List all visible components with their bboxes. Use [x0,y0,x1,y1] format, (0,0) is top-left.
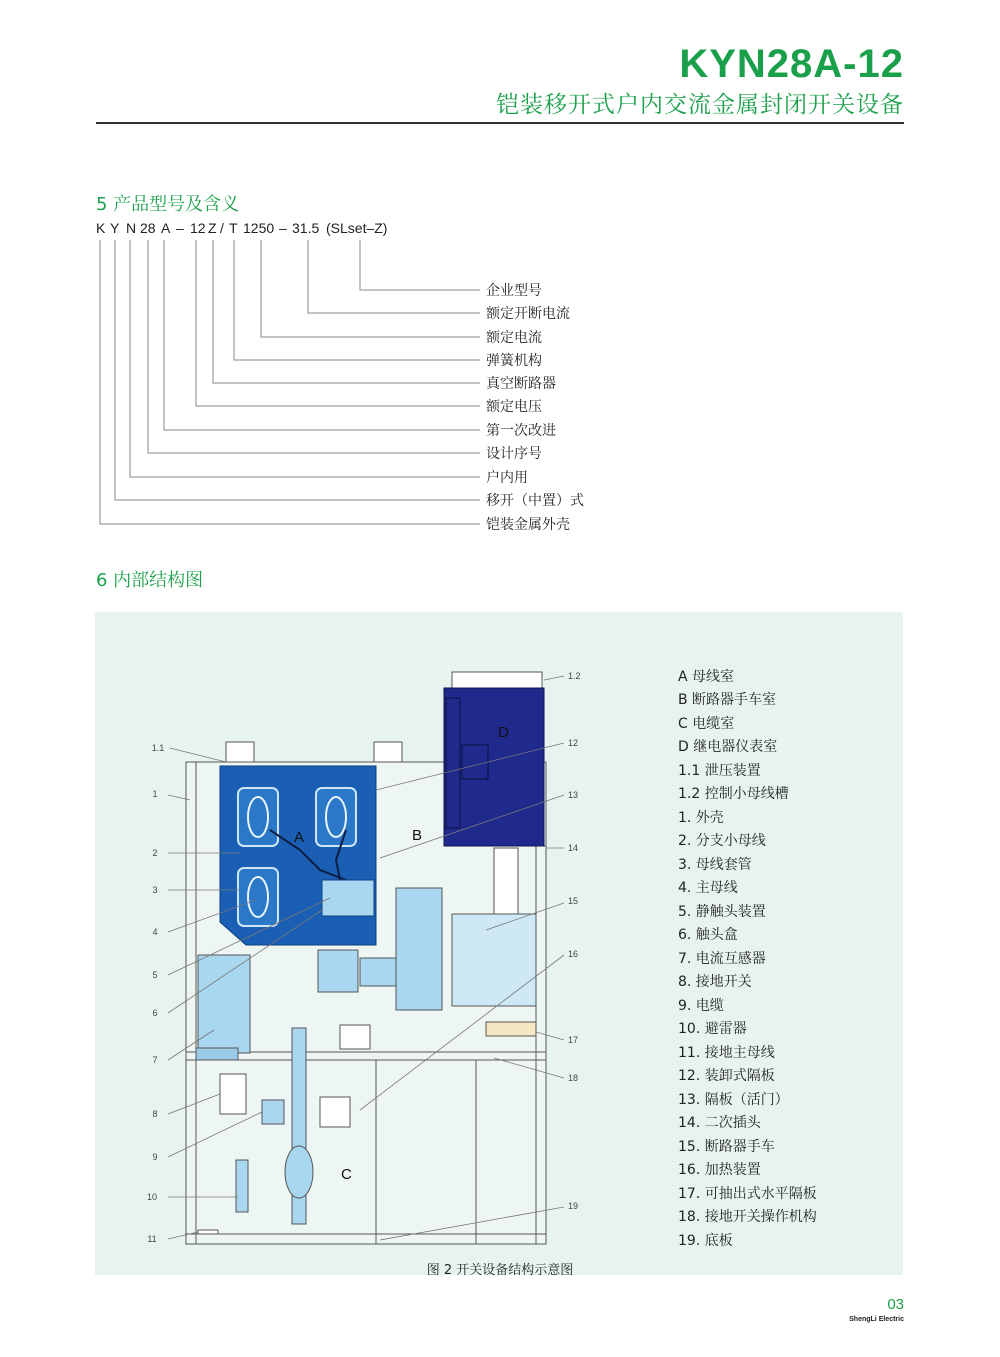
legend-item: 1. 外壳 [678,810,724,826]
callout-label: 5 [152,970,158,980]
meaning-item: 额定开断电流 [486,306,570,322]
diagram-letter-b: B [412,827,423,844]
callout-label: 1.2 [568,671,581,681]
document-subtitle: 铠装移开式户内交流金属封闭开关设备 [496,92,904,118]
model-part: Z [208,220,217,236]
meaning-item: 真空断路器 [486,376,556,392]
legend-item: 6. 触头盒 [678,927,738,943]
legend-item: 1.2 控制小母线槽 [678,786,789,802]
callout-label: 8 [152,1109,158,1119]
callout-label: 13 [568,790,579,800]
callout-label: 4 [152,927,158,937]
meaning-item: 铠装金属外壳 [486,517,570,533]
legend-item: 3. 母线套管 [678,857,752,873]
legend-item: A 母线室 [678,669,735,685]
model-part: 31.5 [292,220,320,236]
legend-item: 10. 避雷器 [678,1021,747,1037]
legend-item: B 断路器手车室 [678,692,777,708]
legend-item: 1.1 泄压装置 [678,763,761,779]
brand-name: ShengLi Electric [849,1316,904,1323]
model-part: / [220,220,224,236]
meaning-item: 户内用 [486,470,528,486]
legend-item: 8. 接地开关 [678,974,752,990]
document-title: KYN28A-12 [679,42,904,86]
legend-item: 2. 分支小母线 [678,833,766,849]
meaning-item: 设计序号 [486,446,542,462]
legend-item: 12. 装卸式隔板 [678,1068,775,1084]
callout-label: 6 [152,1008,158,1018]
model-part: K [96,220,106,236]
callout-label: 19 [568,1201,579,1211]
model-part: 1250 [243,220,275,236]
callout-label: 3 [152,885,158,895]
callout-label: 7 [152,1055,158,1065]
model-part: – [176,220,184,236]
legend-item: 18. 接地开关操作机构 [678,1209,817,1225]
page-number: 03 [887,1296,904,1313]
legend-item: C 电缆室 [678,716,735,732]
legend-item: 4. 主母线 [678,880,738,896]
legend-item: 15. 断路器手车 [678,1139,775,1155]
legend-item: 16. 加热装置 [678,1162,761,1178]
model-part: 12 [190,220,206,236]
legend-item: 19. 底板 [678,1233,733,1249]
legend-item: 9. 电缆 [678,998,724,1014]
model-part: Y [110,220,120,236]
diagram-letter-a: A [294,829,305,846]
callout-label: 2 [152,848,158,858]
model-part: N [126,220,137,236]
legend-item: 13. 隔板（活门） [678,1092,789,1108]
callout-label: 12 [568,738,579,748]
legend-item: 11. 接地主母线 [678,1045,775,1061]
model-part: T [229,220,238,236]
model-part: 28 [140,220,156,236]
diagram-letter-c: C [341,1166,352,1183]
legend-item: 7. 电流互感器 [678,951,766,967]
callout-label: 1.1 [151,743,165,753]
legend-item: 17. 可抽出式水平隔板 [678,1186,817,1202]
meaning-item: 弹簧机构 [486,353,542,369]
callout-label: 17 [568,1035,579,1045]
section-6-title: 6 内部结构图 [96,570,204,591]
model-part: A [161,220,171,236]
figure-caption: 图 2 开关设备结构示意图 [426,1263,574,1278]
callout-label: 11 [147,1234,157,1244]
callout-label: 16 [568,949,579,959]
meaning-item: 移开（中置）式 [486,493,584,509]
callout-label: 14 [568,843,579,853]
callout-label: 9 [152,1152,158,1162]
model-part: – [279,220,287,236]
callout-label: 1 [152,789,158,799]
callout-label: 15 [568,896,579,906]
section-5-title: 5 产品型号及含义 [96,194,240,215]
model-part: (SLset–Z) [326,220,388,236]
relay-compartment-d [444,688,544,846]
meaning-item: 额定电压 [486,399,542,415]
callout-label: 18 [568,1073,579,1083]
diagram-letter-d: D [498,724,509,741]
legend-item: 5. 静触头装置 [678,904,766,920]
callout-label: 10 [146,1192,158,1202]
meaning-item: 额定电流 [486,330,542,346]
meaning-item: 企业型号 [486,283,542,299]
meaning-item: 第一次改进 [486,423,556,439]
legend-item: 14. 二次插头 [678,1115,761,1131]
legend-item: D 继电器仪表室 [678,739,778,755]
